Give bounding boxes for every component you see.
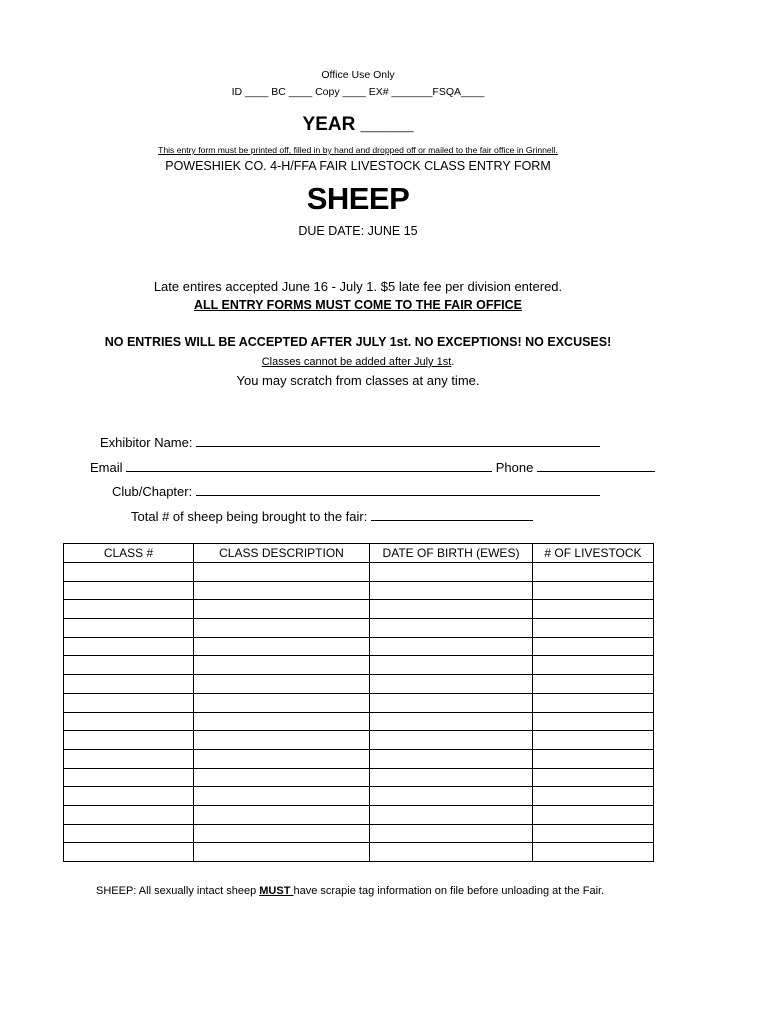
late-entry-notice: Late entires accepted June 16 - July 1. $5 late fee per division entered. — [153, 279, 563, 294]
table-cell[interactable] — [194, 712, 370, 731]
table-cell[interactable] — [370, 712, 533, 731]
table-cell[interactable] — [533, 619, 654, 638]
phone-label: Phone — [495, 460, 534, 475]
table-cell[interactable] — [64, 600, 194, 619]
total-sheep-row — [131, 509, 533, 524]
table-row — [64, 656, 654, 675]
table-header-row — [64, 544, 654, 563]
table-cell[interactable] — [370, 749, 533, 768]
column-header: DATE OF BIRTH (EWES) — [370, 544, 533, 563]
table-cell[interactable] — [64, 581, 194, 600]
table-row — [64, 600, 654, 619]
table-cell[interactable] — [64, 805, 194, 824]
table-row — [64, 731, 654, 750]
table-cell[interactable] — [370, 824, 533, 843]
year-heading: YEAR _____ — [302, 114, 414, 135]
table-row — [64, 749, 654, 768]
scrapie-note — [96, 885, 604, 897]
table-cell[interactable] — [533, 693, 654, 712]
table-cell[interactable] — [194, 693, 370, 712]
column-header: # OF LIVESTOCK — [533, 544, 654, 563]
table-cell[interactable] — [64, 824, 194, 843]
table-row — [64, 619, 654, 638]
table-cell[interactable] — [370, 731, 533, 750]
table-cell[interactable] — [370, 675, 533, 694]
table-cell[interactable] — [533, 805, 654, 824]
classes-notice — [0, 356, 716, 368]
table-cell[interactable] — [64, 563, 194, 582]
table-cell[interactable] — [533, 749, 654, 768]
table-cell[interactable] — [64, 656, 194, 675]
no-entries-notice: NO ENTRIES WILL BE ACCEPTED AFTER JULY 1st. NO EXCEPTIONS! NO EXCUSES! — [104, 335, 612, 349]
table-cell[interactable] — [370, 619, 533, 638]
table-cell[interactable] — [370, 768, 533, 787]
email-field[interactable] — [126, 471, 492, 472]
table-row — [64, 712, 654, 731]
scrapie-note-pre: SHEEP: All sexually intact sheep — [96, 885, 260, 897]
exhibitor-name-row — [100, 435, 600, 450]
scratch-notice: You may scratch from classes at any time. — [236, 373, 480, 388]
table-cell[interactable] — [533, 768, 654, 787]
table-cell[interactable] — [194, 600, 370, 619]
species-title: SHEEP — [306, 181, 410, 216]
table-cell[interactable] — [370, 693, 533, 712]
table-cell[interactable] — [533, 563, 654, 582]
table-cell[interactable] — [64, 619, 194, 638]
office-notice: ALL ENTRY FORMS MUST COME TO THE FAIR OFFICE — [193, 298, 522, 312]
table-cell[interactable] — [64, 693, 194, 712]
scrapie-note-must: MUST — [259, 885, 294, 897]
table-cell[interactable] — [64, 768, 194, 787]
instruction-text: This entry form must be printed off, filled in by hand and dropped off or mailed to the fair office in Grinnell. — [158, 145, 558, 155]
table-cell[interactable] — [194, 787, 370, 806]
table-row — [64, 787, 654, 806]
table-cell[interactable] — [194, 581, 370, 600]
office-use-fields: ID ____ BC ____ Copy ____ EX# _______FSQA____ — [231, 86, 485, 98]
table-row — [64, 843, 654, 862]
due-date: DUE DATE: JUNE 15 — [298, 224, 418, 238]
table-cell[interactable] — [64, 843, 194, 862]
scrapie-note-post: have scrapie tag information on file before unloading at the Fair. — [293, 885, 605, 897]
table-cell[interactable] — [370, 581, 533, 600]
club-chapter-field[interactable] — [196, 495, 600, 496]
table-cell[interactable] — [64, 637, 194, 656]
entry-table-body — [64, 563, 654, 862]
office-use-title: Office Use Only — [321, 69, 395, 81]
table-cell[interactable] — [533, 600, 654, 619]
table-row — [64, 805, 654, 824]
table-cell[interactable] — [194, 619, 370, 638]
table-cell[interactable] — [64, 787, 194, 806]
total-sheep-field[interactable] — [371, 520, 533, 521]
table-row — [64, 637, 654, 656]
table-cell[interactable] — [64, 675, 194, 694]
classes-notice-period: . — [451, 356, 455, 368]
table-cell[interactable] — [64, 731, 194, 750]
entry-table — [63, 543, 654, 862]
total-sheep-label: Total # of sheep being brought to the fair: — [131, 509, 368, 524]
column-header: CLASS DESCRIPTION — [194, 544, 370, 563]
form-title: POWESHIEK CO. 4-H/FFA FAIR LIVESTOCK CLASS ENTRY FORM — [165, 159, 551, 173]
club-chapter-row — [112, 484, 600, 499]
table-cell[interactable] — [533, 581, 654, 600]
table-cell[interactable] — [64, 712, 194, 731]
table-cell[interactable] — [533, 675, 654, 694]
table-row — [64, 581, 654, 600]
table-row — [64, 768, 654, 787]
table-cell[interactable] — [533, 824, 654, 843]
exhibitor-name-field[interactable] — [196, 446, 600, 447]
table-cell[interactable] — [533, 843, 654, 862]
column-header: CLASS # — [64, 544, 194, 563]
table-cell[interactable] — [194, 843, 370, 862]
table-cell[interactable] — [194, 749, 370, 768]
table-cell[interactable] — [370, 843, 533, 862]
table-cell[interactable] — [533, 731, 654, 750]
phone-field[interactable] — [537, 471, 655, 472]
table-cell[interactable] — [194, 731, 370, 750]
exhibitor-name-label: Exhibitor Name: — [100, 435, 193, 450]
table-cell[interactable] — [194, 824, 370, 843]
table-cell[interactable] — [533, 656, 654, 675]
table-row — [64, 563, 654, 582]
table-cell[interactable] — [194, 656, 370, 675]
table-cell[interactable] — [533, 712, 654, 731]
table-cell[interactable] — [370, 563, 533, 582]
table-cell[interactable] — [194, 768, 370, 787]
table-row — [64, 675, 654, 694]
table-row — [64, 824, 654, 843]
table-cell[interactable] — [370, 787, 533, 806]
email-phone-row — [90, 460, 655, 475]
table-cell[interactable] — [370, 805, 533, 824]
table-cell[interactable] — [194, 637, 370, 656]
table-cell[interactable] — [533, 787, 654, 806]
table-cell[interactable] — [370, 637, 533, 656]
table-cell[interactable] — [194, 675, 370, 694]
table-cell[interactable] — [194, 563, 370, 582]
table-cell[interactable] — [370, 600, 533, 619]
table-row — [64, 693, 654, 712]
email-label: Email — [90, 460, 123, 475]
classes-notice-text: Classes cannot be added after July 1st — [261, 356, 452, 368]
table-cell[interactable] — [194, 805, 370, 824]
club-chapter-label: Club/Chapter: — [112, 484, 193, 499]
table-cell[interactable] — [533, 637, 654, 656]
table-cell[interactable] — [64, 749, 194, 768]
table-cell[interactable] — [370, 656, 533, 675]
